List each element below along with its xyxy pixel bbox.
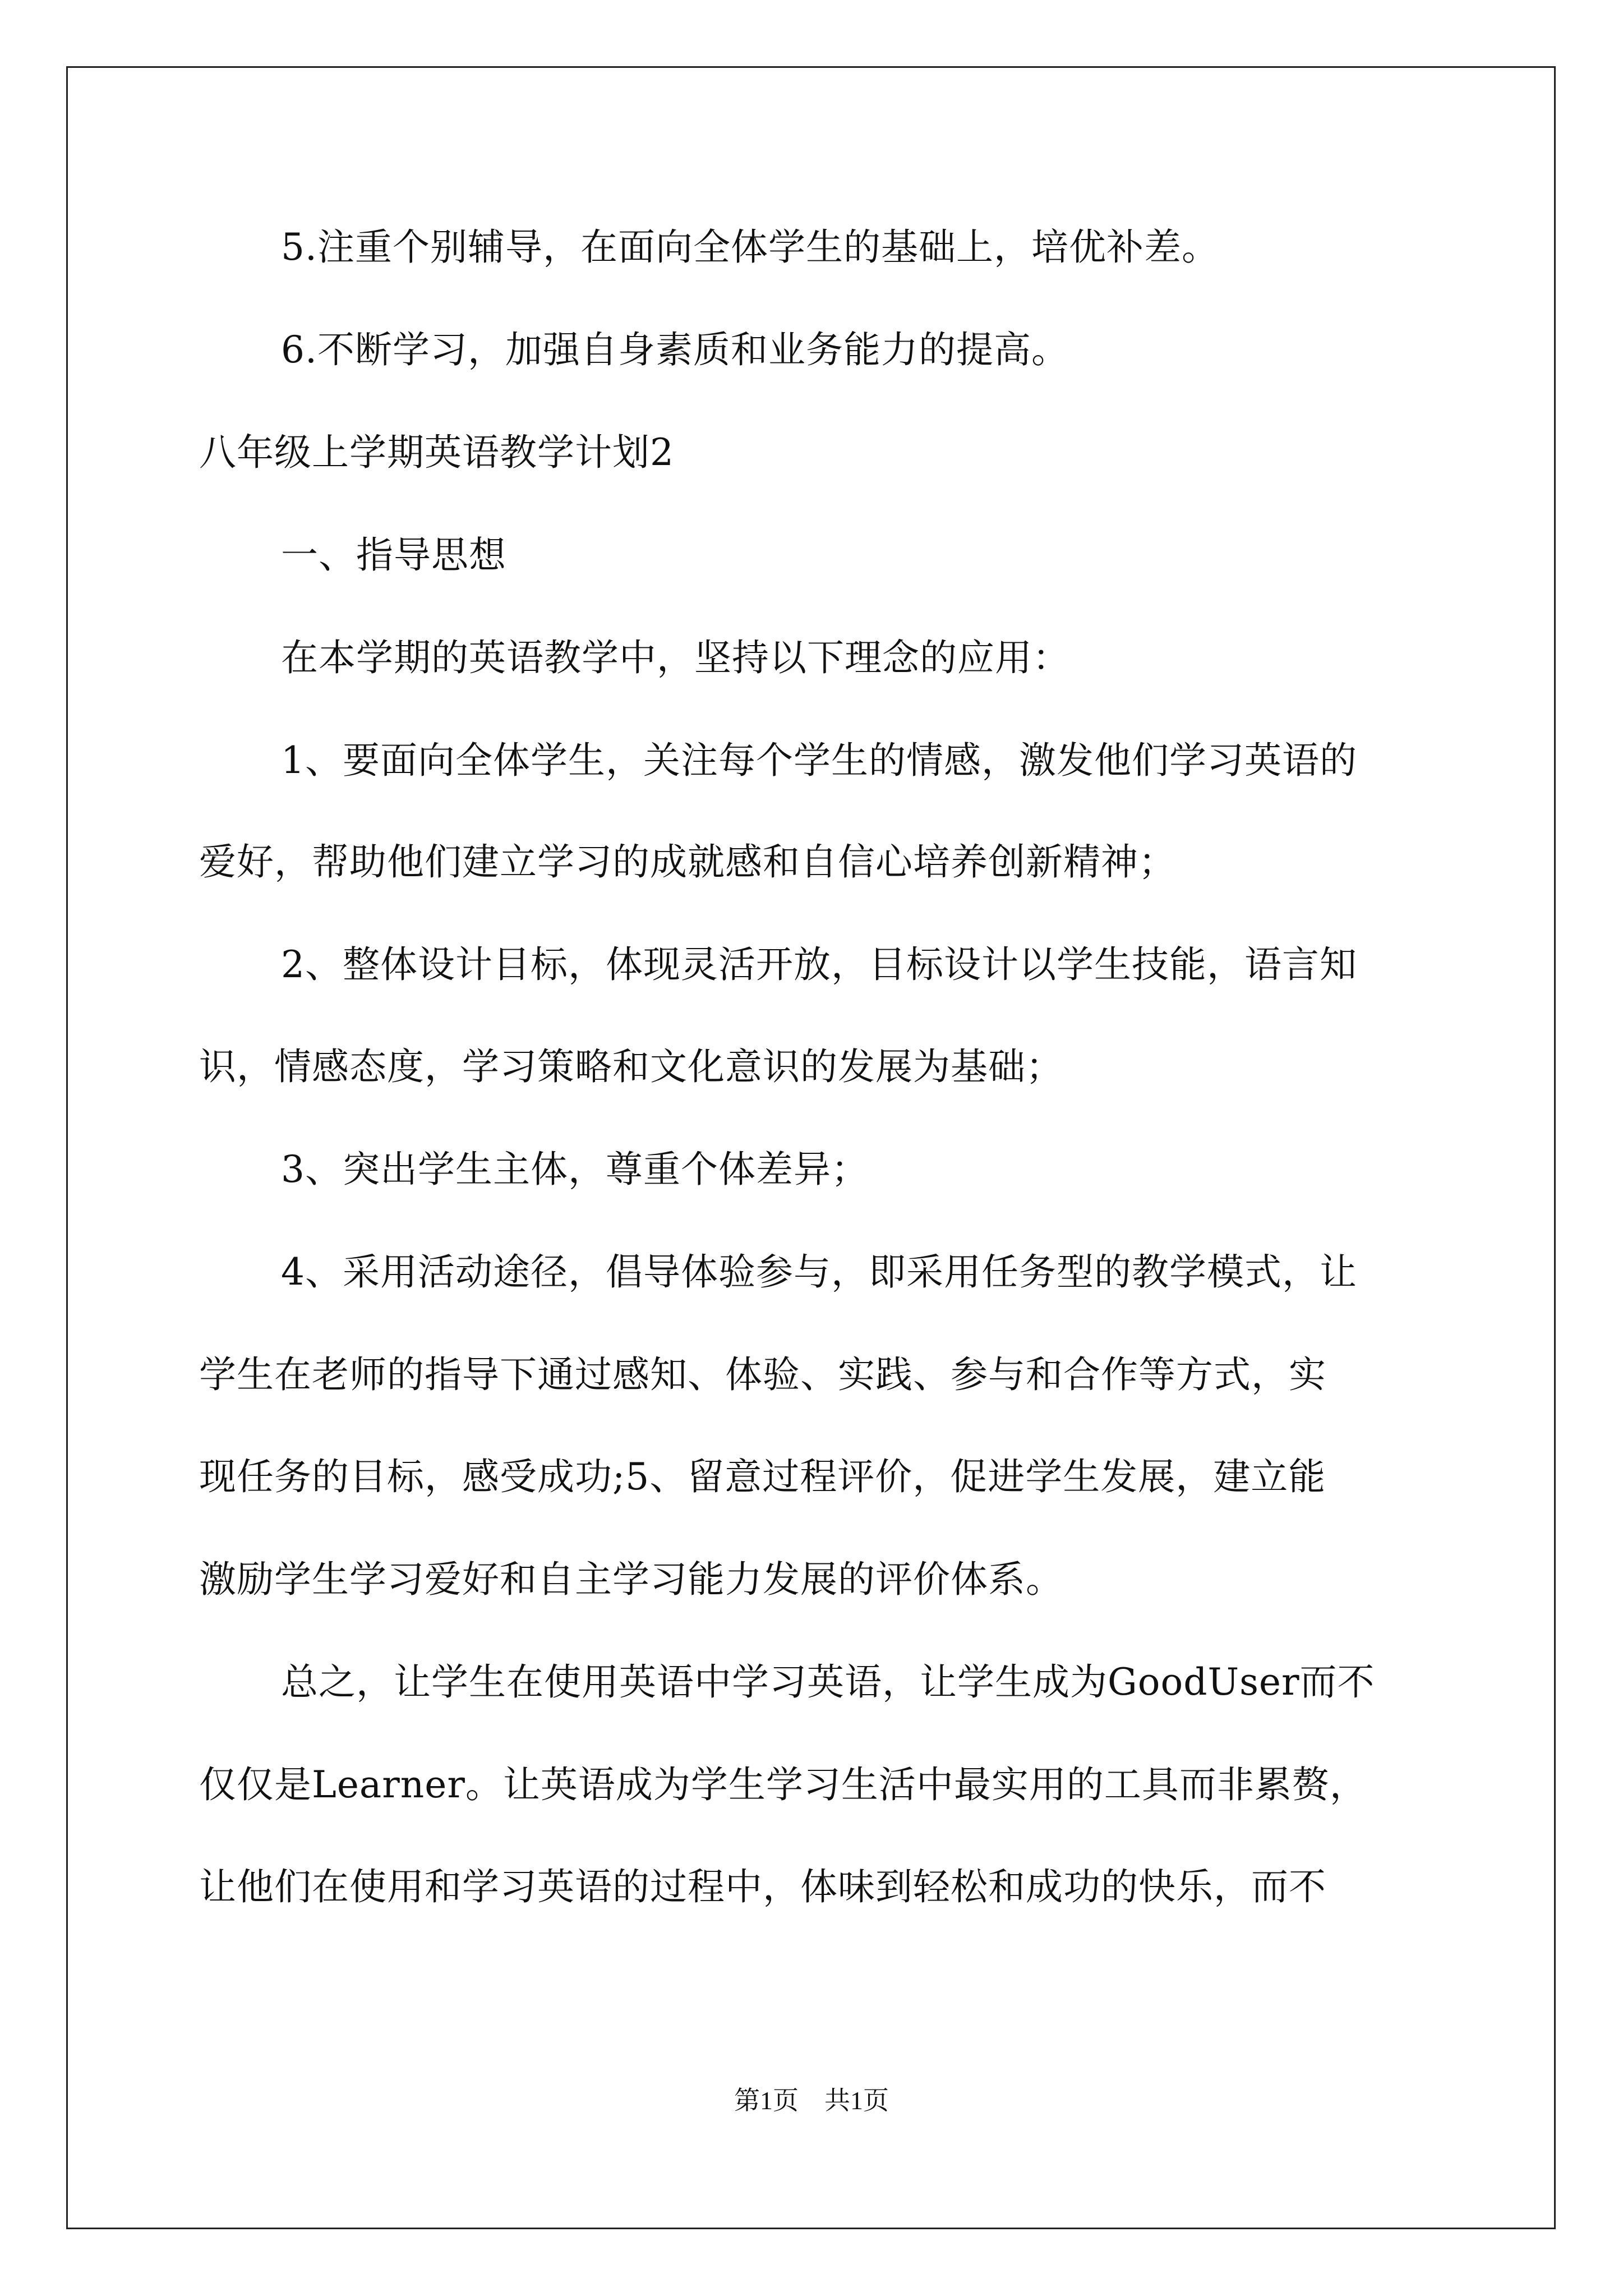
paragraph-line: 5.注重个别辅导，在面向全体学生的基础上，培优补差。: [281, 226, 1219, 269]
section-title: 八年级上学期英语教学计划2: [199, 431, 674, 474]
page-footer: 第1页 共1页: [734, 2086, 889, 2115]
paragraph-line: 让他们在使用和学习英语的过程中，体味到轻松和成功的快乐，而不: [199, 1865, 1326, 1908]
paragraph-line: 激励学生学习爱好和自主学习能力发展的评价体系。: [199, 1558, 1063, 1601]
document-body: [199, 222, 1422, 1961]
paragraph-line: 仅仅是Learner。让英语成为学生学习生活中最实用的工具而非累赘，: [199, 1763, 1367, 1806]
paragraph-line: 在本学期的英语教学中，坚持以下理念的应用：: [281, 636, 1070, 679]
paragraph-line: 学生在老师的指导下通过感知、体验、实践、参与和合作等方式，实: [199, 1353, 1326, 1396]
paragraph-line: 爱好，帮助他们建立学习的成就感和自信心培养创新精神；: [199, 840, 1176, 884]
paragraph-line: 2、整体设计目标，体现灵活开放，目标设计以学生技能，语言知: [281, 943, 1357, 986]
paragraph-line: 3、突出学生主体，尊重个体差异；: [281, 1148, 869, 1191]
paragraph-line: 1、要面向全体学生，关注每个学生的情感，激发他们学习英语的: [281, 739, 1357, 782]
paragraph-line: 识，情感态度，学习策略和文化意识的发展为基础；: [199, 1045, 1063, 1088]
paragraph-line: 4、采用活动途径，倡导体验参与，即采用任务型的教学模式，让: [281, 1250, 1357, 1294]
paragraph-line: 现任务的目标，感受成功;5、留意过程评价，促进学生发展，建立能: [199, 1455, 1326, 1498]
paragraph-line: 总之，让学生在使用英语中学习英语，让学生成为GoodUser而不: [281, 1660, 1375, 1704]
paragraph-line: 一、指导思想: [281, 533, 506, 577]
paragraph-line: 6.不断学习，加强自身素质和业务能力的提高。: [281, 328, 1069, 371]
